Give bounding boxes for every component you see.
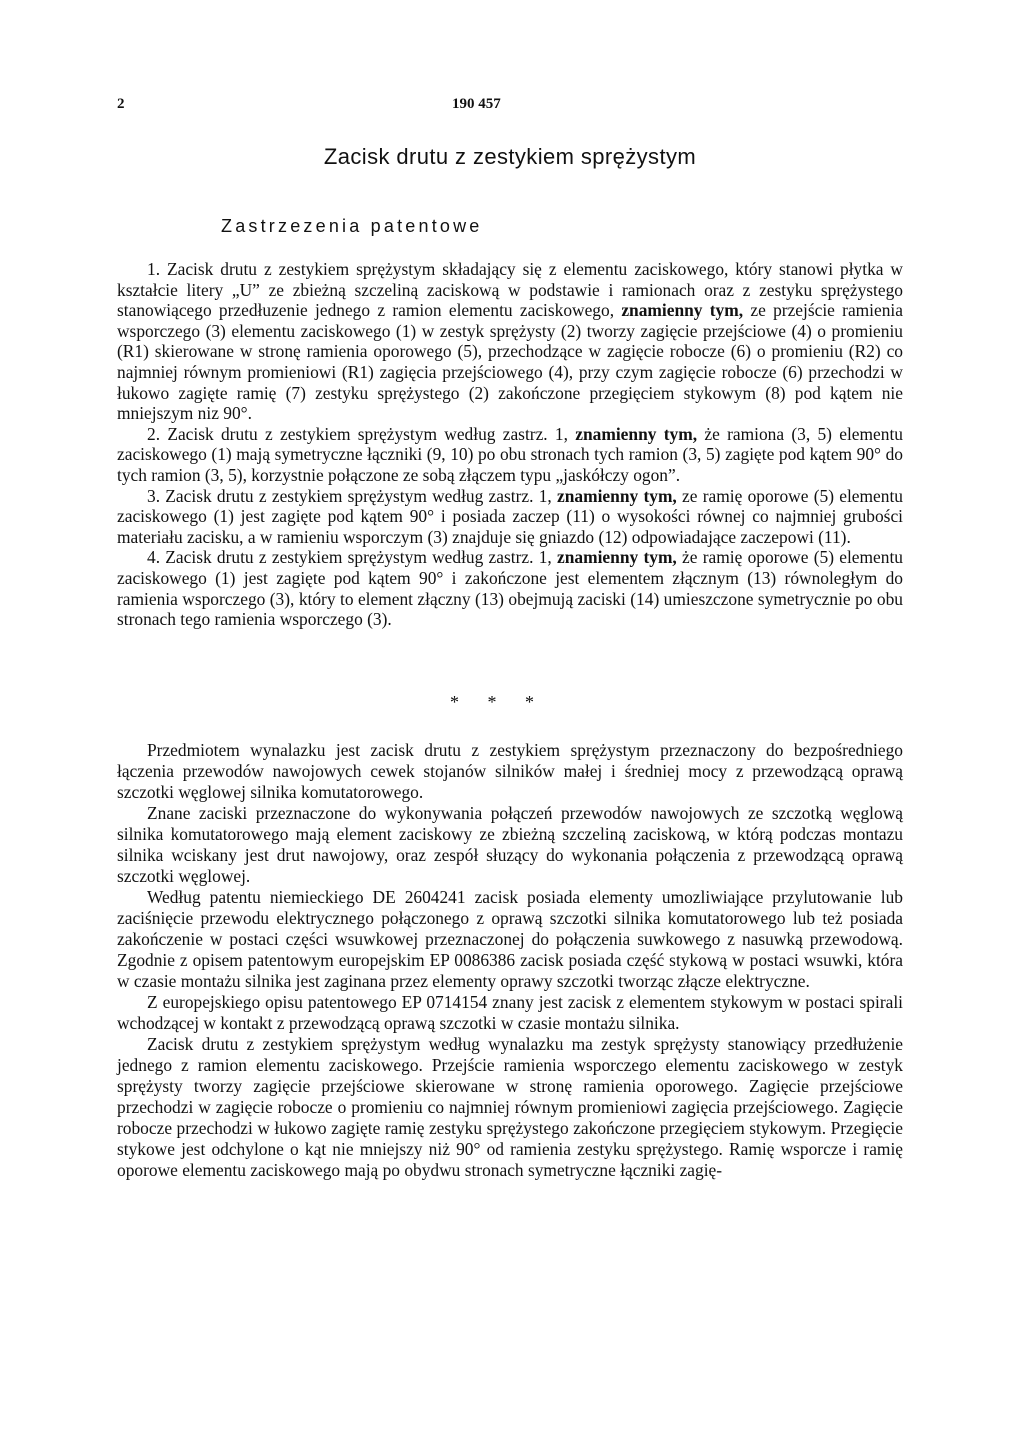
claim-text: ze przejście ramienia wsporczego (3) elementu zaciskowego (1) w zestyk sprężysty (2) tworzy zagięcie przejściowe (4) o promieniu (R1) skierowane w stronę ramienia oporowego (5), przechodzące w zagięcie robocze (6) o promieniu (R2) co najmniej równym promieniowi (R1) zagięcia przejściowego (4), przy czym zagięcie robocze (6) przechodzi w łukowo zagięte ramię (7) zestyku sprężystego (2) zakończone przegięciem stykowym (8) pod kątem nie mniejszym niz 90°. bbox=[117, 300, 903, 424]
claims-section bbox=[117, 259, 903, 630]
section-heading-claims: Zastrzezenia patentowe bbox=[221, 216, 483, 236]
claim-2 bbox=[117, 424, 903, 486]
claim-emphasis: znamienny tym, bbox=[557, 547, 677, 568]
claim-emphasis: znamienny tym, bbox=[621, 300, 744, 321]
description-paragraph: Znane zaciski przeznaczone do wykonywania połączeń przewodów nawojowych ze szczotką węglową silnika komutatorowego mają element zaciskowy ze zbieżną szczeliną zaciskową, w którą podczas montazu silnika wciskany jest drut nawojowy, oraz zespół słuzący do wykonania połączenia z przewodzącą oprawą szczotki węglowej. bbox=[117, 802, 903, 886]
page-header bbox=[117, 96, 903, 120]
page-number: 2 bbox=[117, 96, 125, 112]
claim-emphasis: znamienny tym, bbox=[557, 485, 677, 506]
claim-text: 1. Zacisk drutu z zestykiem sprężystym składający się z elementu zaciskowego, który stanowi płytka w kształcie litery „U” ze zbieżną szczeliną zaciskową w podstawie i ramionach oraz z zestyku sprężystego stanowiącego przedłuzenie jednego z ramion elementu zaciskowego, bbox=[117, 259, 903, 321]
description-paragraph: Przedmiotem wynalazku jest zacisk drutu z zestykiem sprężystym przeznaczony do bezpośredniego łączenia przewodów nawojowych cewek stojanów silników małej i średniej mocy z przewodzącą oprawą szczotki węglowej silnika komutatorowego. bbox=[117, 739, 903, 802]
description-paragraph: Według patentu niemieckiego DE 2604241 zacisk posiada elementy umozliwiające przylutowanie lub zaciśnięcie przewodu elektrycznego połączonego z oprawą szczotki silnika komutatorowego lub też posiada zakończenie w postaci części wsuwkowej przeznaczonej do połączenia suwkowego z nasuwką przewodową. Zgodnie z opisem patentowym europejskim EP 0086386 zacisk posiada część stykową w postaci wsuwki, która w czasie montażu silnika jest zaginana przez elementy oprawy szczotki tworząc złącze elektryczne. bbox=[117, 886, 903, 991]
claim-text: ze ramię oporowe (5) elementu zaciskowego (1) jest zagięte pod kątem 90° i posiada zaczep (11) o wysokości równej co najmniej grubości materiału zacisku, a w ramieniu wsporczym (3) znajduje się gniazdo (12) odpowiadające zaczepowi (11). bbox=[117, 485, 903, 547]
section-separator: * * * bbox=[450, 691, 546, 712]
document-page bbox=[117, 96, 903, 1181]
claim-4 bbox=[117, 547, 903, 629]
description-section bbox=[117, 740, 903, 1181]
patent-number: 190 457 bbox=[452, 96, 501, 112]
claim-text: 4. Zacisk drutu z zestykiem sprężystym według zastrz. 1, bbox=[147, 547, 552, 568]
claim-text: że ramiona (3, 5) elementu zaciskowego (1) mają symetryczne łączniki (9, 10) po obu stronach tych ramion (3, 5) zagięte pod kątem 90° do tych ramion (3, 5), korzystnie połączone ze sobą złączem typu „jaskółczy ogon”. bbox=[117, 423, 903, 485]
claim-text: 2. Zacisk drutu z zestykiem sprężystym według zastrz. 1, bbox=[147, 423, 568, 444]
claim-3 bbox=[117, 486, 903, 548]
document-title: Zacisk drutu z zestykiem sprężystym bbox=[323, 144, 697, 169]
claim-text: 3. Zacisk drutu z zestykiem sprężystym według zastrz. 1, bbox=[147, 485, 552, 506]
description-paragraph: Zacisk drutu z zestykiem sprężystym według wynalazku ma zestyk sprężysty stanowiący przedłużenie jednego z ramion elementu zaciskowego. Przejście ramienia wsporczego elementu zaciskowego w zestyk sprężysty tworzy zagięcie przejściowe skierowane w stronę ramienia oporowego. Zagięcie przejściowe przechodzi w zagięcie robocze o promieniu co najmniej równym promieniowi zagięcia przejściowego. Zagięcie robocze przechodzi w łukowo zagięte ramię zestyku sprężystego zakończone przegięciem stykowym. Przegięcie stykowe jest odchylone o kąt nie mniejszy niż 90° od ramienia zestyku sprężystego. Ramię wsporcze i ramię oporowe elementu zaciskowego mają po obydwu stronach symetryczne łączniki zagię- bbox=[117, 1033, 903, 1180]
claim-text: że ramię oporowe (5) elementu zaciskowego (1) jest zagięte pod kątem 90° i zakończone jest elementem złącznym (13) równoległym do ramienia wsporczego (3), który to element złączny (13) obejmują zaciski (14) umieszczone symetrycznie po obu stronach tego ramienia wsporczego (3). bbox=[117, 547, 903, 630]
claim-1 bbox=[117, 259, 903, 424]
description-paragraph: Z europejskiego opisu patentowego EP 0714154 znany jest zacisk z elementem stykowym w postaci spirali wchodzącej w kontakt z przewodzącą oprawą szczotki w czasie montażu silnika. bbox=[117, 991, 903, 1033]
claim-emphasis: znamienny tym, bbox=[575, 423, 698, 444]
